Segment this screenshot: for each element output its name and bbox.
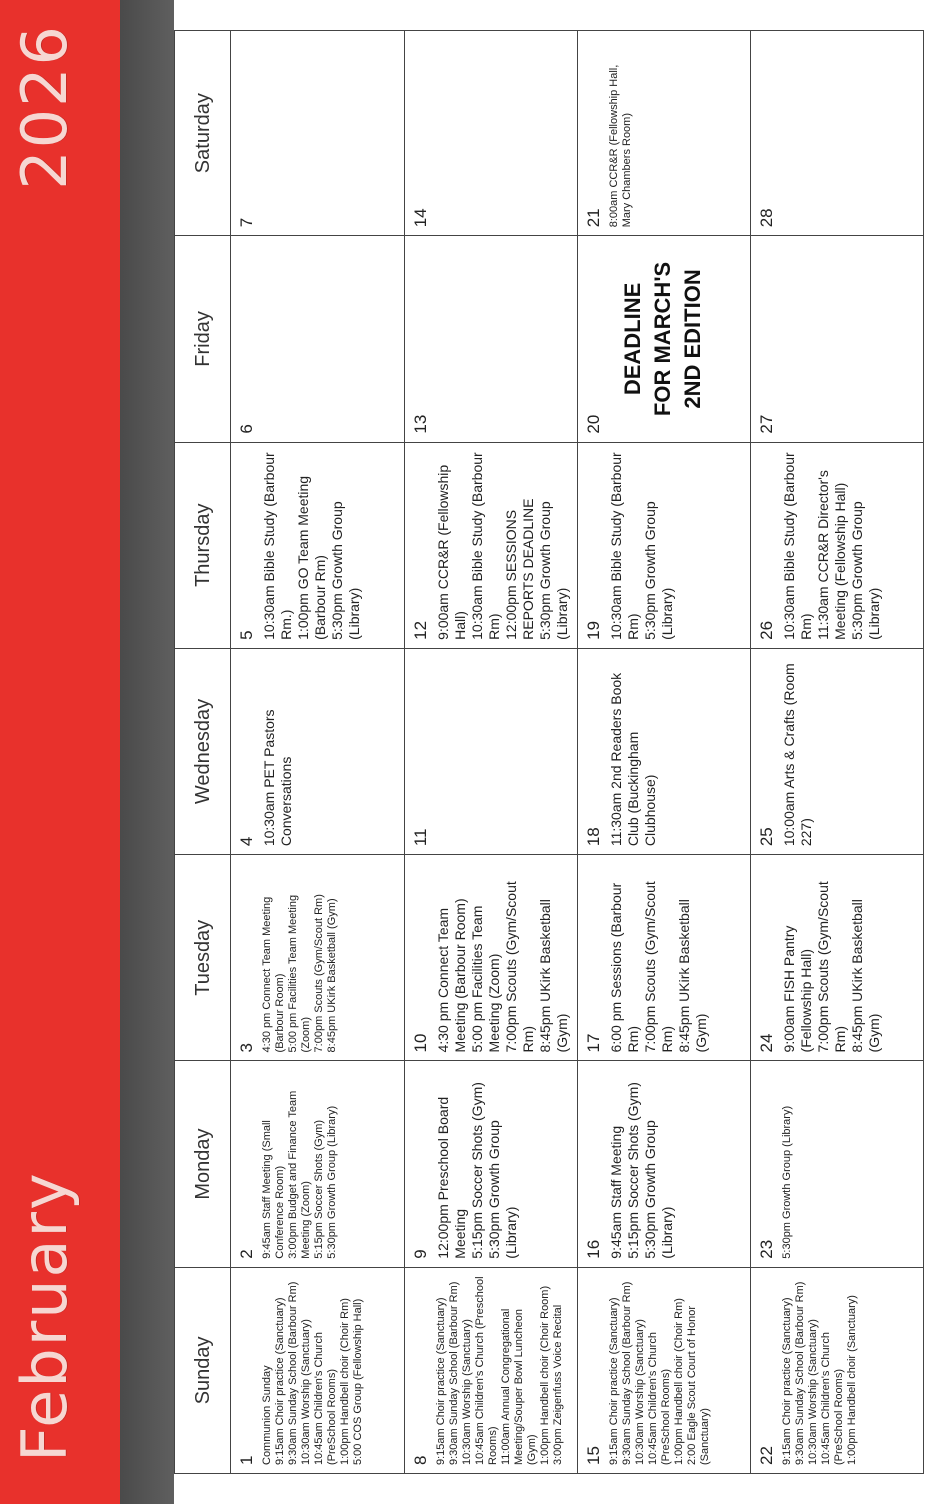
event-item: 5:30pm Growth Group (Library)	[781, 1105, 793, 1259]
event-item: 10:45am Children's Church (PreSchool Rooms)	[820, 1332, 845, 1465]
event-item: 5:30pm Growth Group (Library)	[642, 1120, 675, 1259]
event-list	[435, 451, 571, 640]
day-cell	[577, 855, 750, 1061]
day-number: 23	[757, 1239, 776, 1259]
deadline-notice	[618, 244, 708, 433]
event-item: 5:00 COS Group (Fellowship Hall)	[352, 1298, 364, 1465]
day-cell	[404, 1268, 577, 1474]
event-list	[261, 451, 363, 640]
day-cell	[577, 30, 750, 236]
event-item: 10:30am Bible Study (Barbour Rm.)	[261, 452, 294, 640]
event-item: 10:30am Worship (Sanctuary)	[461, 1319, 473, 1465]
event-list	[781, 863, 883, 1052]
day-cell	[231, 443, 404, 649]
header-band	[0, 0, 120, 1504]
event-item: 9:15am Choir practice (Sanctuary)	[435, 1297, 447, 1465]
day-number: 25	[757, 827, 776, 847]
event-item: 10:30am Worship (Sanctuary)	[634, 1319, 646, 1465]
event-list	[261, 1276, 365, 1465]
day-number: 28	[757, 208, 776, 228]
day-header-friday: Friday	[175, 236, 231, 442]
event-list	[781, 451, 883, 640]
event-item: 5:30pm Growth Group (Library)	[329, 501, 362, 640]
day-cell	[404, 1061, 577, 1267]
day-cell	[231, 855, 404, 1061]
day-cell	[577, 1061, 750, 1267]
event-item: 5:15pm Soccer Shots (Gym)	[469, 1082, 485, 1259]
event-item: 5:30pm Growth Group (Library)	[642, 501, 675, 640]
day-cell	[231, 1268, 404, 1474]
event-item: 9:15am Choir practice (Sanctuary)	[608, 1297, 620, 1465]
day-cell	[750, 1061, 923, 1267]
event-list	[781, 657, 815, 846]
day-number: 6	[237, 424, 256, 434]
day-cell	[231, 30, 404, 236]
event-list	[781, 1276, 859, 1465]
event-item: 10:30am PET Pastors Conversations	[261, 709, 294, 847]
event-list	[261, 657, 295, 846]
event-list	[781, 1069, 794, 1258]
day-header-wednesday: Wednesday	[175, 649, 231, 855]
day-header-row	[174, 30, 231, 1474]
day-cell	[577, 443, 750, 649]
day-cell	[577, 1268, 750, 1474]
event-item: 10:30am Bible Study (Barbour Rm)	[608, 452, 641, 640]
day-cell	[231, 1061, 404, 1267]
deadline-line: 2ND EDITION	[680, 269, 705, 409]
event-item: 12:00pm Preschool Board Meeting	[435, 1096, 468, 1259]
day-number: 1	[237, 1455, 256, 1465]
day-number: 16	[584, 1239, 603, 1259]
day-number: 7	[237, 217, 256, 228]
event-item: 6:00 pm Sessions (Barbour Rm)	[608, 882, 641, 1053]
day-number: 14	[411, 208, 430, 228]
event-item: 1:00pm Handbell choir (Sanctuary)	[846, 1295, 858, 1465]
event-item: 10:30am Bible Study (Barbour Rm)	[469, 452, 502, 640]
event-list	[608, 451, 676, 640]
event-list	[608, 1276, 712, 1465]
day-number: 20	[584, 414, 603, 434]
day-number: 22	[757, 1446, 776, 1465]
day-number: 8	[411, 1455, 430, 1465]
event-item: 10:30am Worship (Sanctuary)	[807, 1319, 819, 1465]
header-divider-band	[120, 0, 174, 1504]
event-item: 10:30am Worship (Sanctuary)	[300, 1319, 312, 1465]
event-item: Communion Sunday	[261, 1365, 273, 1465]
day-number: 21	[584, 208, 603, 228]
event-item: 4:30 pm Connect Team Meeting (Barbour Room)	[435, 898, 468, 1053]
day-header-tuesday: Tuesday	[175, 855, 231, 1061]
day-header-monday: Monday	[175, 1061, 231, 1267]
event-item: 10:00am Arts & Crafts (Room 227)	[781, 663, 814, 847]
event-item: 5:30pm Growth Group (Library)	[326, 1105, 338, 1259]
day-number: 10	[411, 1033, 430, 1053]
event-item: 10:30am Bible Study (Barbour Rm)	[781, 452, 814, 640]
event-item: 9:00am FISH Pantry (Fellowship Hall)	[781, 925, 814, 1053]
event-item: 8:45pm UKirk Basketball (Gym)	[537, 899, 570, 1053]
day-cell	[577, 649, 750, 855]
day-number: 18	[584, 827, 603, 847]
day-number: 17	[584, 1033, 603, 1053]
event-item: 9:30am Sunday School (Barbour Rm)	[794, 1281, 806, 1465]
event-item: 7:00pm Scouts (Gym/Scout Rm)	[313, 894, 325, 1053]
event-item: 10:45am Children's Church (Preschool Rooms)	[474, 1276, 499, 1465]
year-title: 2026	[8, 24, 81, 190]
event-list	[261, 1069, 339, 1258]
day-cell	[750, 443, 923, 649]
day-number: 19	[584, 620, 603, 640]
event-item: 2:00 Eagle Scout Court of Honor (Sanctuary)	[686, 1306, 711, 1465]
event-item: 5:00 pm Facilities Team Meeting (Zoom)	[469, 905, 502, 1053]
day-number: 15	[584, 1446, 603, 1465]
day-cell	[404, 236, 577, 442]
day-cell	[231, 236, 404, 442]
event-list	[608, 1069, 676, 1258]
event-item: 9:15am Choir practice (Sanctuary)	[781, 1297, 793, 1465]
event-item: 1:00pm Handbell choir (Choir Rm)	[339, 1298, 351, 1465]
event-item: 9:30am Sunday School (Barbour Rm)	[621, 1281, 633, 1465]
event-item: 11:30am CCR&R Director's Meeting (Fellowship Hall)	[815, 470, 848, 640]
event-item: 8:00am CCR&R (Fellowship Hall, Mary Chambers Room)	[608, 64, 633, 228]
event-item: 9:45am Staff Meeting	[608, 1125, 624, 1259]
day-cell	[404, 443, 577, 649]
event-list	[435, 1069, 520, 1258]
day-cell	[750, 855, 923, 1061]
event-item: 5:30pm Growth Group (Library)	[849, 501, 882, 640]
day-cell	[750, 30, 923, 236]
event-list	[608, 39, 634, 227]
event-item: 9:15am Choir practice (Sanctuary)	[274, 1297, 286, 1465]
event-item: 3:00pm Budget and Finance Team Meeting (Zoom)	[287, 1090, 312, 1259]
day-number: 13	[411, 414, 430, 434]
day-number: 5	[237, 630, 256, 640]
deadline-line: DEADLINE	[620, 282, 645, 396]
calendar-grid	[230, 30, 924, 1474]
event-item: 7:00pm Scouts (Gym/Scout Rm)	[503, 881, 536, 1053]
day-number: 2	[237, 1249, 256, 1259]
month-title: February	[8, 1171, 81, 1462]
event-item: 11:30am 2nd Readers Book Club (Buckingham Clubhouse)	[608, 672, 658, 847]
event-item: 1:00pm Handbell choir (Choir Room)	[539, 1285, 551, 1465]
day-cell	[404, 855, 577, 1061]
event-list	[608, 657, 659, 846]
event-item: 11:00am Annual Congregational Meeting/Souper Bowl Luncheon (Gym)	[500, 1308, 538, 1465]
event-item: 8:45pm UKirk Basketball (Gym)	[849, 899, 882, 1053]
day-header-thursday: Thursday	[175, 443, 231, 649]
day-cell	[577, 236, 750, 442]
day-number: 27	[757, 414, 776, 434]
event-item: 12:00pm SESSIONS REPORTS DEADLINE	[503, 498, 536, 640]
day-cell	[404, 30, 577, 236]
day-cell	[750, 236, 923, 442]
event-list	[261, 863, 339, 1052]
day-number: 4	[237, 836, 256, 847]
day-number: 24	[757, 1033, 776, 1053]
day-cell	[404, 649, 577, 855]
day-number: 12	[411, 620, 430, 640]
event-item: 9:30am Sunday School (Barbour Rm)	[287, 1281, 299, 1465]
event-list	[435, 863, 571, 1052]
event-item: 1:00pm Handbell choir (Choir Rm)	[673, 1298, 685, 1465]
day-header-saturday: Saturday	[175, 30, 231, 236]
event-item: 8:45pm UKirk Basketball (Gym)	[326, 898, 338, 1053]
event-item: 7:00pm Scouts (Gym/Scout Rm)	[815, 881, 848, 1053]
day-number: 11	[411, 828, 430, 847]
deadline-line: FOR MARCH'S	[650, 261, 675, 417]
day-number: 3	[237, 1042, 256, 1053]
event-item: 5:00 pm Facilities Team Meeting (Zoom)	[287, 894, 312, 1053]
event-item: 9:30am Sunday School (Barbour Rm)	[448, 1281, 460, 1465]
event-list	[435, 1276, 565, 1465]
event-item: 9:00am CCR&R (Fellowship Hall)	[435, 464, 468, 640]
event-item: 8:45pm UKirk Basketball (Gym)	[676, 899, 709, 1053]
day-cell	[231, 649, 404, 855]
event-list	[608, 863, 710, 1052]
day-number: 9	[411, 1249, 430, 1259]
day-number: 26	[757, 620, 776, 640]
day-header-sunday: Sunday	[175, 1268, 231, 1474]
day-cell	[750, 1268, 923, 1474]
event-item: 5:30pm Growth Group (Library)	[537, 501, 570, 640]
event-item: 5:15pm Soccer Shots (Gym)	[625, 1082, 641, 1259]
event-item: 5:30pm Growth Group (Library)	[486, 1120, 519, 1259]
event-item: 10:45am Children's Church (PreSchool Rooms)	[647, 1332, 672, 1465]
event-item: 10:45am Children's Church (PreSchool Rooms)	[313, 1332, 338, 1465]
event-item: 3:00pm Zeigenfuss Voice Recital	[552, 1304, 564, 1465]
event-item: 5:15pm Soccer Shots (Gym)	[313, 1119, 325, 1259]
event-item: 7:00pm Scouts (Gym/Scout Rm)	[642, 881, 675, 1053]
event-item: 1:00pm GO Team Meeting (Barbour Rm)	[295, 475, 328, 640]
day-cell	[750, 649, 923, 855]
event-item: 4:30 pm Connect Team Meeting (Barbour Room)	[261, 896, 286, 1053]
event-item: 9:45am Staff Meeting (Small Conference Room)	[261, 1120, 286, 1259]
